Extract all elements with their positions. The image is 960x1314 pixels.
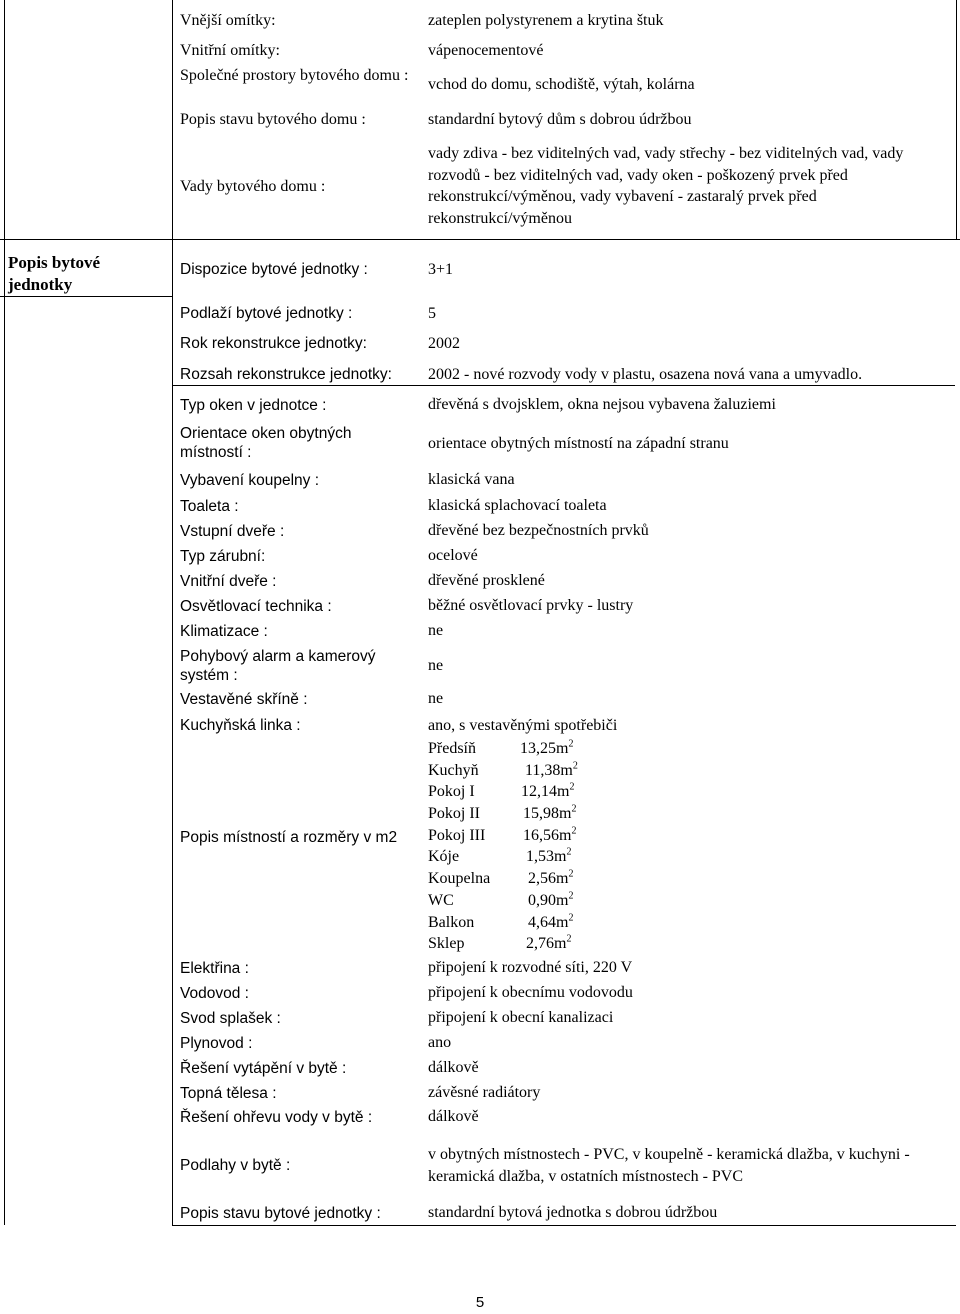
list-item [428,803,668,825]
room-area: $1,53m^2$ [526,847,572,866]
list-item [428,846,668,868]
room-name: Sklep [428,935,465,953]
room-area: $12,14m^2$ [521,782,575,801]
list-item [428,933,668,955]
value-vybaveni-koupelny: klasická vana [428,471,515,488]
label-stav-jednotky: Popis stavu bytové jednotky : [180,1205,381,1222]
room-name: Kóje [428,848,460,866]
label-vnejsi-omitky: Vnější omítky: [180,12,276,29]
value-topna-telesa: závěsné radiátory [428,1084,541,1101]
label-vstupni-dvere: Vstupní dveře : [180,523,285,540]
value-stav-domu: standardní bytový dům s dobrou údržbou [428,111,692,128]
value-orientace-oken: orientace obytných místností na západní stranu [428,435,729,452]
room-area: $16,56m^2$ [523,825,577,844]
label-vybaveni-koupelny: Vybavení koupelny : [180,472,320,489]
list-item [428,760,668,782]
list-item [428,781,668,803]
value-svod-splasek: připojení k obecní kanalizaci [428,1009,614,1026]
value-ohrev-vody: dálkově [428,1108,479,1125]
room-name: Kuchyň [428,761,479,779]
label-vady-domu: Vady bytového domu : [180,178,326,195]
value-vodovod: připojení k obecnímu vodovodu [428,984,633,1001]
label-vestavene-skrine: Vestavěné skříně : [180,691,308,708]
label-stav-domu: Popis stavu bytového domu : [180,111,366,128]
label-ohrev-vody: Řešení ohřevu vody v bytě : [180,1109,373,1126]
unit-label-divider [0,296,172,297]
room-name: WC [428,891,454,909]
value-plynovod: ano [428,1034,452,1051]
room-area: $11,38m^2$ [525,760,578,779]
label-rok-rekonstrukce: Rok rekonstrukce jednotky: [180,335,367,352]
room-name: Balkon [428,913,475,931]
value-pohybovy-alarm: ne [428,657,444,674]
label-popis-mistnosti: Popis místností a rozměry v m2 [180,829,398,846]
value-rok-rekonstrukce: 2002 [428,335,460,352]
value-spolecne-prostory: vchod do domu, schodiště, výtah, kolárna [428,76,695,93]
value-vestavene-skrine: ne [428,690,444,707]
list-item [428,825,668,847]
value-typ-zarubni: ocelové [428,547,478,564]
room-name: Pokoj I [428,783,475,801]
label-podlazi: Podlaží bytové jednotky : [180,305,353,322]
detail-table-bottom [172,1225,956,1226]
label-spolecne-prostory: Společné prostory bytového domu : [180,67,409,84]
room-area: $4,64m^2$ [528,912,574,931]
value-toaleta: klasická splachovací toaleta [428,497,607,514]
label-vodovod: Vodovod : [180,985,249,1002]
label-topna-telesa: Topná tělesa : [180,1085,277,1102]
value-stav-jednotky: standardní bytová jednotka s dobrou údržbou [428,1204,718,1221]
label-klimatizace: Klimatizace : [180,623,268,640]
list-item [428,890,668,912]
room-name: Koupelna [428,870,491,888]
label-orientace-oken: Orientace oken obytných místností : [180,425,352,461]
value-vnitrni-omitky: vápenocementové [428,42,544,59]
page-number: 5 [475,1294,485,1311]
value-rozsah-rekonstrukce: 2002 - nové rozvody vody v plastu, osazena nová vana a umyvadlo. [428,366,863,383]
label-svod-splasek: Svod splašek : [180,1010,281,1027]
room-area: $2,76m^2$ [526,933,572,953]
label-column-divider [172,0,173,1225]
room-name: Předsíň [428,740,476,757]
detail-table-top [172,385,955,386]
value-typ-oken: dřevěná s dvojsklem, okna nejsou vybavena žaluziemi [428,396,776,413]
room-area: $13,25m^2$ [520,738,574,757]
room-area: $0,90m^2$ [528,890,574,909]
label-rozsah-rekonstrukce: Rozsah rekonstrukce jednotky: [180,366,392,383]
room-area: $15,98m^2$ [523,803,577,823]
label-elektrina: Elektřina : [180,960,249,977]
label-osvetlovaci-technika: Osvětlovací technika : [180,598,332,615]
label-toaleta: Toaleta : [180,498,239,515]
label-kuchynska-linka: Kuchyňská linka : [180,717,301,734]
value-vnitrni-dvere: dřevěné prosklené [428,572,545,589]
table-left-border [4,0,5,1225]
room-area: $2,56m^2$ [528,868,574,888]
building-section-divider [0,239,960,240]
label-vnitrni-dvere: Vnitřní dveře : [180,573,277,590]
room-list [428,738,668,955]
value-kuchynska-linka: ano, s vestavěnými spotřebiči [428,717,618,734]
value-elektrina: připojení k rozvodné síti, 220 V [428,959,633,976]
label-typ-zarubni: Typ zárubní: [180,548,266,565]
label-dispozice: Dispozice bytové jednotky : [180,261,368,278]
value-podlahy: v obytných místnostech - PVC, v koupelně - keramická dlažba, v kuchyni - keramická dlažba, v ostatních místnostech - PVC [428,1146,910,1185]
list-item [428,912,668,934]
label-podlahy: Podlahy v bytě : [180,1157,291,1174]
value-vstupni-dvere: dřevěné bez bezpečnostních prvků [428,522,649,539]
value-vnejsi-omitky: zateplen polystyrenem a krytina štuk [428,12,664,29]
section-label-unit: Popis bytové jednotky [8,253,101,294]
label-vnitrni-omitky: Vnitřní omítky: [180,42,280,59]
room-name: Pokoj III [428,826,486,844]
label-plynovod: Plynovod : [180,1035,253,1052]
value-osvetlovaci-technika: běžné osvětlovací prvky - lustry [428,597,634,614]
label-typ-oken: Typ oken v jednotce : [180,397,327,414]
label-vytapeni: Řešení vytápění v bytě : [180,1060,347,1077]
value-podlazi: 5 [428,305,436,322]
value-vytapeni: dálkově [428,1059,479,1076]
list-item [428,868,668,890]
list-item [428,738,668,760]
value-klimatizace: ne [428,622,444,639]
room-name: Pokoj II [428,805,480,823]
label-pohybovy-alarm: Pohybový alarm a kamerový systém : [180,648,376,684]
value-vady-domu: vady zdiva - bez viditelných vad, vady střechy - bez viditelných vad, vady rozvodů - bez viditelných vad, vady oken - poškozený prvek před rekonstrukcí/výměnou, vady vybavení - zastaralý prvek před rekonstrukcí/výměnou [428,145,904,227]
value-dispozice: 3+1 [428,261,454,278]
table-right-border [956,0,957,240]
